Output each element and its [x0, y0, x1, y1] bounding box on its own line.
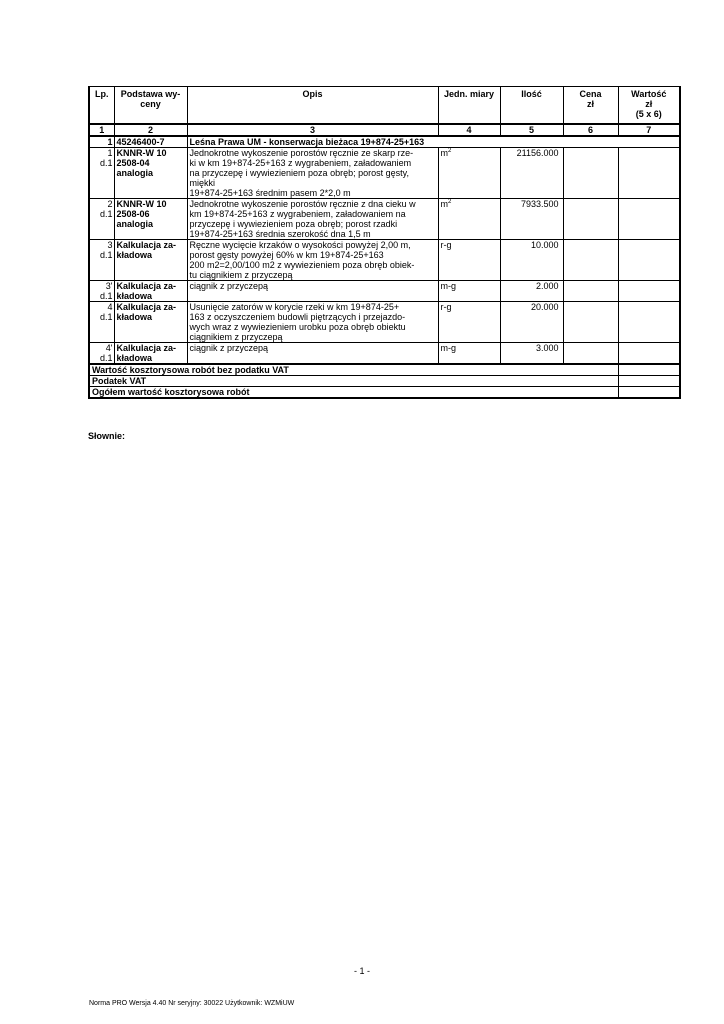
item-lp-number: 4: [107, 302, 113, 312]
base-line: KNNR-W 10: [116, 148, 167, 158]
unit-text: m: [440, 148, 448, 158]
description-line: ciągnikiem z przyczepą: [189, 332, 283, 342]
item-lp-ref: d.1: [99, 158, 113, 168]
column-number: 1: [89, 124, 114, 136]
base-line: kładowa: [116, 312, 153, 322]
item-quantity: 21156.000: [500, 148, 563, 199]
item-lp-ref: d.1: [99, 353, 113, 363]
summary-total-label: Ogółem wartość kosztorysowa robót: [89, 387, 618, 399]
summary-vat-value: [618, 376, 680, 387]
item-lp-number: 3': [105, 281, 113, 291]
summary-net-label: Wartość kosztorysowa robót bez podatku VAT: [89, 364, 618, 376]
item-description: [187, 302, 438, 343]
header-row: [89, 87, 680, 125]
column-number: 3: [187, 124, 438, 136]
column-number: 2: [114, 124, 187, 136]
summary-net-row: [89, 364, 680, 376]
description-line: 200 m2=2,00/100 m2 z wywiezieniem poza obręb obiek-: [189, 260, 415, 270]
header-base: Podstawa wy- ceny: [114, 87, 187, 125]
item-base: [114, 281, 187, 302]
item-price: [563, 281, 618, 302]
description-line: na przyczepę i wywiezieniem poza obręb; porost gęsty,: [189, 168, 409, 178]
base-line: Kalkulacja za-: [116, 240, 177, 250]
summary-vat-row: [89, 376, 680, 387]
unit-superscript: 2: [448, 148, 452, 154]
item-lp-number: 2: [107, 199, 113, 209]
item-price: [563, 302, 618, 343]
item-lp-number: 3: [107, 240, 113, 250]
column-number: 6: [563, 124, 618, 136]
base-line: 2508-06: [116, 209, 150, 219]
unit-text: r-g: [440, 302, 452, 312]
column-number-row: [89, 124, 680, 136]
item-base: [114, 240, 187, 281]
column-number: 7: [618, 124, 680, 136]
item-row: [89, 281, 680, 302]
base-line: kładowa: [116, 250, 153, 260]
base-line: kładowa: [116, 353, 153, 363]
description-line: 19+874-25+163 średnim pasem 2*2,0 m: [189, 188, 351, 198]
header-unit: Jedn. miary: [438, 87, 500, 125]
header-description: Opis: [187, 87, 438, 125]
item-price: [563, 343, 618, 365]
header-lp: Lp.: [89, 87, 114, 125]
item-price: [563, 240, 618, 281]
item-lp-ref: d.1: [99, 312, 113, 322]
footer-text: Norma PRO Wersja 4.40 Nr seryjny: 30022 Użytkownik: WZMiUW: [89, 1000, 295, 1007]
column-number: 4: [438, 124, 500, 136]
column-number: 5: [500, 124, 563, 136]
summary-total-row: [89, 387, 680, 399]
unit-text: m: [440, 199, 448, 209]
item-unit: [438, 240, 500, 281]
item-unit: [438, 302, 500, 343]
item-lp-number: 1: [107, 148, 113, 158]
description-line: km 19+874-25+163 z wygrabeniem, załadowaniem na: [189, 209, 406, 219]
item-row: [89, 240, 680, 281]
item-row: [89, 199, 680, 240]
description-line: ciągnik z przyczepą: [189, 281, 269, 291]
item-base: [114, 148, 187, 199]
unit-text: m-g: [440, 343, 456, 353]
item-description: [187, 199, 438, 240]
description-line: porost gęsty powyżej 60% w km 19+874-25+163: [189, 250, 384, 260]
base-line: analogia: [116, 168, 154, 178]
item-lp-ref: d.1: [99, 291, 113, 301]
summary-vat-label: Podatek VAT: [89, 376, 618, 387]
item-description: [187, 148, 438, 199]
page-number: - 1 -: [353, 966, 370, 976]
description-line: wych wraz z wywiezieniem urobku poza obręb obiektu: [189, 322, 406, 332]
description-line: miękki: [189, 178, 216, 188]
description-line: tu ciągnikiem z przyczepą: [189, 270, 293, 280]
item-lp: [89, 148, 114, 199]
item-lp-number: 4': [105, 343, 113, 353]
item-description: [187, 281, 438, 302]
item-row: [89, 343, 680, 365]
header-quantity: Ilość: [500, 87, 563, 125]
section-lp: 1: [89, 136, 114, 148]
description-line: 163 z oczyszczeniem budowli piętrzących i przejazdo-: [189, 312, 406, 322]
item-row: [89, 302, 680, 343]
item-lp-ref: d.1: [99, 209, 113, 219]
header-price: Cena zł: [563, 87, 618, 125]
item-value: [618, 343, 680, 365]
base-line: Kalkulacja za-: [116, 281, 177, 291]
item-quantity: 2.000: [500, 281, 563, 302]
description-line: ki w km 19+874-25+163 z wygrabeniem, załadowaniem: [189, 158, 412, 168]
base-line: Kalkulacja za-: [116, 343, 177, 353]
item-description: [187, 240, 438, 281]
item-quantity: 10.000: [500, 240, 563, 281]
item-description: [187, 343, 438, 365]
item-unit: [438, 281, 500, 302]
base-line: 2508-04: [116, 158, 150, 168]
item-value: [618, 199, 680, 240]
section-code: 45246400-7: [114, 136, 187, 148]
summary-net-value: [618, 364, 680, 376]
base-line: analogia: [116, 219, 154, 229]
description-line: Ręczne wycięcie krzaków o wysokości powyżej 2,00 m,: [189, 240, 411, 250]
item-lp: [89, 343, 114, 365]
unit-superscript: 2: [448, 199, 452, 205]
item-unit: [438, 148, 500, 199]
item-unit: [438, 199, 500, 240]
item-row: [89, 148, 680, 199]
item-value: [618, 281, 680, 302]
description-line: ciągnik z przyczepą: [189, 343, 269, 353]
section-row: [89, 136, 680, 148]
description-line: Jednokrotne wykoszenie porostów ręcznie ze skarp rze-: [189, 148, 414, 158]
slownie-label: Słownie:: [88, 431, 126, 441]
item-lp: [89, 281, 114, 302]
item-quantity: 20.000: [500, 302, 563, 343]
item-quantity: 7933.500: [500, 199, 563, 240]
base-line: Kalkulacja za-: [116, 302, 177, 312]
item-quantity: 3.000: [500, 343, 563, 365]
item-lp-ref: d.1: [99, 250, 113, 260]
unit-text: m-g: [440, 281, 456, 291]
item-value: [618, 302, 680, 343]
item-lp: [89, 199, 114, 240]
item-base: [114, 343, 187, 365]
description-line: przyczepę i wywiezieniem poza obręb; porost rzadki: [189, 219, 398, 229]
item-base: [114, 302, 187, 343]
description-line: 19+874-25+163 średnia szerokość dna 1,5 m: [189, 229, 371, 239]
item-value: [618, 240, 680, 281]
base-line: kładowa: [116, 291, 153, 301]
cost-estimate-table: [88, 86, 681, 399]
item-price: [563, 148, 618, 199]
description-line: Usunięcie zatorów w korycie rzeki w km 19+874-25+: [189, 302, 400, 312]
section-title: Leśna Prawa UM - konserwacja bieżaca 19+874-25+163: [187, 136, 680, 148]
item-lp: [89, 302, 114, 343]
header-value: Wartość zł (5 x 6): [618, 87, 680, 125]
base-line: KNNR-W 10: [116, 199, 167, 209]
item-base: [114, 199, 187, 240]
item-lp: [89, 240, 114, 281]
item-unit: [438, 343, 500, 365]
summary-total-value: [618, 387, 680, 399]
description-line: Jednokrotne wykoszenie porostów ręcznie z dna cieku w: [189, 199, 416, 209]
unit-text: r-g: [440, 240, 452, 250]
item-value: [618, 148, 680, 199]
item-price: [563, 199, 618, 240]
